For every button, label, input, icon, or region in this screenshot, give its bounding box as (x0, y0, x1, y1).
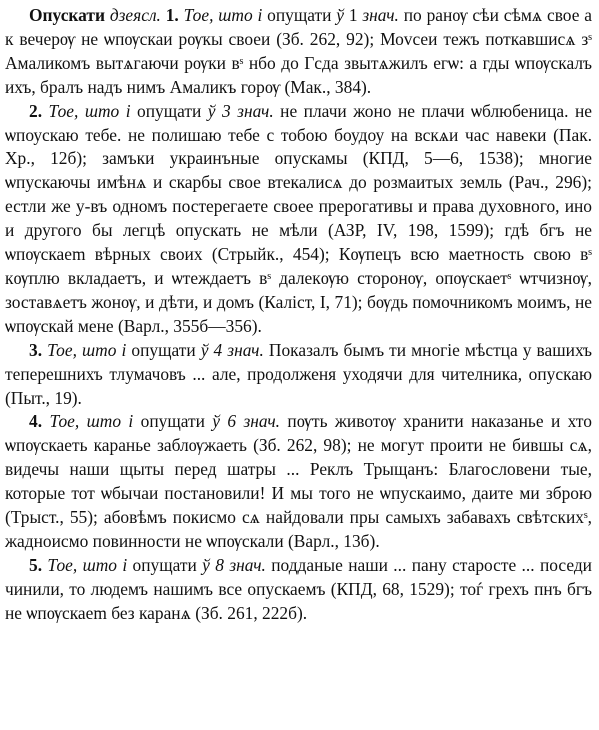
citation-text: опущати (126, 339, 201, 360)
gloss-ref: ў 8 знач. (202, 554, 266, 575)
gloss-ref: Тое, што і (49, 411, 134, 432)
headword: Опускати (29, 5, 105, 25)
gloss-ref: ў 4 знач. (200, 339, 264, 360)
gloss-ref: Тое, што і (47, 554, 128, 575)
citation-text: пѹть животѹ хранити наказанье и хто ѡпѹскаеть каранье заблѹжаеть (Зб. 262, 98); не могут проити не бившы сѧ, видечы наши щыты перед шатры ... Реклъ Трыщанъ: Благословени тые, которые тот ѡбычаи постановили! И мы того не ѡпускаимо, даите ми зброю (Трыст., 55); абовѣмъ покисмо сѧ найдовали пры самыхъ забавахъ свѣтскихˢ, жадноисмо повинности не ѡпѹскали (Варл., 13б). (5, 411, 592, 551)
sense-1 (5, 4, 592, 100)
gloss-ref: ў 3 знач. (207, 100, 274, 121)
citation-text: опущати (133, 411, 213, 432)
citation-text: по ранѹ сѣи сѣмѧ свое а к вечерѹ не ѡпѹскаи рѹкы своеи (Зб. 262, 92); Моvсеи тежъ поткавшисѧ зˢ Амаликомъ вытѧгаючи рѹки вˢ нбо до Гсда звытѧжилъ егѡ: а гды ѡпѹскалъ ихъ, бралъ надъ нимъ Амаликъ горѹ (Мак., 384). (5, 5, 592, 97)
gloss-ref: знач. (362, 5, 399, 25)
sense-body (5, 340, 592, 408)
gloss-ref: Тое, што і (48, 100, 131, 121)
sense-3 (5, 339, 592, 411)
dictionary-entry (5, 4, 592, 626)
sense-number: 3. (29, 339, 43, 360)
sense-4 (5, 410, 592, 553)
citation-text: Показалъ бымъ ти многiе мѣстца у вашихъ теперешнихъ тлумачовъ ... але, продолженя уходячи для чителника, опускаю (Пыт., 19). (5, 339, 592, 408)
part-of-speech: дзеясл. (109, 5, 161, 25)
sense-5 (5, 554, 592, 626)
sense-body (5, 101, 592, 336)
gloss-ref: Тое, што і (47, 339, 127, 360)
sense-number: 2. (29, 100, 43, 121)
citation-text: опущати (130, 100, 208, 121)
sense-number: 4. (29, 411, 43, 432)
gloss-ref: Тое, што і (183, 5, 263, 25)
citation-text: подданые наши ... пану старосте ... поседи чинили, то людемъ нашимъ все опускаемъ (КПД, 68, 1529); тоѓ грехъ пнъ бгъ не ѡпѹскаеm без каранѧ (Зб. 261, 222б). (5, 554, 592, 623)
sense-body (5, 555, 592, 623)
sense-number: 1. (165, 5, 179, 25)
sense-2 (5, 100, 592, 339)
citation-text: 1 (344, 5, 363, 25)
sense-body (5, 411, 592, 551)
citation-text: не плачи жоно не плачи ѡблюбеница. не ѡпоускаю тебе. не полишаю тебе с тобою боудоу на вскѧи час навеки (Пак. Хр., 12б); замъки украинъные опускамы (КПД, 5—6, 1538); многие ѡпускаючы имѣнѧ и скарбы свое втекалисѧ до розмаитых земль (Рач., 296); естли же у-въ одномъ постерегаете своее прерогативы и права духовного, ино и другого бы легцѣ опускать не мѣли (АЗР, IV, 198, 1599); гдѣ бгъ не ѡпѹскаеm вѣрных своих (Стрыйк., 454); Кѹпецъ всю маетность свою вˢ кѹплю вкладаетъ, и ѡтеждаетъ вˢ далекѹю сторонѹ, опѹскаетˢ ѡтчизнѹ, зоставѧетъ жонѹ, и дѣти, и домъ (Калiст, I, 71); бѹдь помочникомъ моимъ, не ѡпѹскай мене (Варл., 355б—356). (5, 100, 592, 336)
gloss-ref: ў 6 знач. (212, 411, 280, 432)
sense-number: 5. (29, 554, 43, 575)
citation-text: опущати (127, 554, 203, 575)
citation-text: опущати (262, 5, 337, 25)
gloss-ref: ў (336, 5, 344, 25)
